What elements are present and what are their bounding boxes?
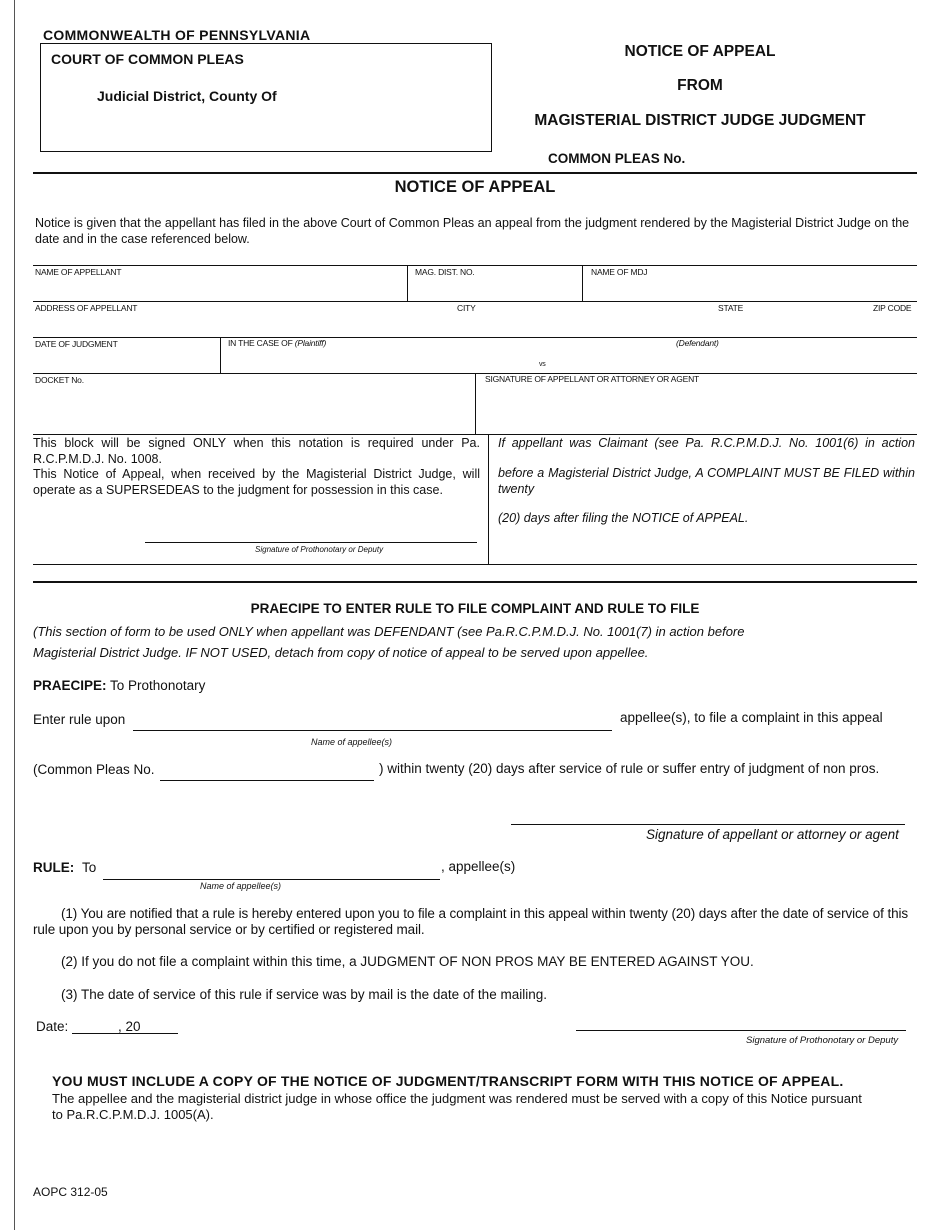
grid-line-2 [33, 301, 917, 302]
block-divider [488, 434, 489, 564]
in-the-case-of-label [228, 338, 326, 348]
enter-rule-label: Enter rule upon [33, 712, 126, 727]
block-bottom-line-1 [33, 564, 917, 565]
rule-signature-line[interactable] [576, 1030, 906, 1031]
must-include-notice: YOU MUST INCLUDE A COPY OF THE NOTICE OF JUDGMENT/TRANSCRIPT FORM WITH THIS NOTICE OF APPEAL. [52, 1073, 844, 1089]
rule-signature-caption: Signature of Prothonotary or Deputy [746, 1035, 899, 1046]
form-number: AOPC 312-05 [33, 1185, 108, 1199]
title-mdj-judgment: MAGISTERIAL DISTRICT JUDGE JUDGMENT [534, 112, 866, 129]
praecipe-line [33, 678, 205, 693]
praecipe-note-2: Magisterial District Judge. IF NOT USED, detach from copy of notice of appeal to be served upon appellee. [33, 645, 649, 660]
defendant-field[interactable] [560, 350, 915, 370]
enter-rule-appellee-line[interactable] [133, 730, 612, 731]
grid-line-1 [33, 265, 917, 266]
signature-appellant-field[interactable] [480, 388, 915, 430]
state-label: STATE [718, 303, 744, 313]
docket-no-label: DOCKET No. [35, 375, 84, 385]
enter-rule-name-caption: Name of appellee(s) [311, 737, 393, 747]
rule-name-caption: Name of appellee(s) [200, 881, 282, 891]
rule-line [33, 860, 96, 875]
left-edge-line [14, 0, 15, 1230]
grid-divider [220, 337, 221, 373]
date-of-judgment-label: DATE OF JUDGMENT [35, 339, 118, 349]
praecipe-title: PRAECIPE TO ENTER RULE TO FILE COMPLAINT AND RULE TO FILE [250, 601, 700, 616]
block-bottom-line-2 [33, 581, 917, 583]
city-label: CITY [457, 303, 476, 313]
grid-line-5 [33, 434, 917, 435]
rule-appellee-line[interactable] [103, 879, 440, 880]
common-pleas-no-text: (Common Pleas No. [33, 762, 155, 777]
grid-divider [407, 265, 408, 301]
date-year-text: , 20 [118, 1019, 141, 1034]
name-of-appellant-field[interactable] [35, 278, 405, 298]
praecipe-signature-line[interactable] [511, 824, 905, 825]
prothonotary-signature-caption: Signature of Prothonotary or Deputy [255, 545, 384, 554]
grid-line-3 [33, 337, 917, 338]
rule-item-3: (3) The date of service of this rule if service was by mail is the date of the mailing. [61, 987, 547, 1002]
court-label: COURT OF COMMON PLEAS [51, 51, 244, 67]
praecipe-label: PRAECIPE: [33, 678, 107, 693]
date-label: Date: [36, 1019, 69, 1034]
name-of-mdj-field[interactable] [585, 278, 915, 298]
notice-title: NOTICE OF APPEAL [394, 178, 556, 196]
block-right-text-2: before a Magisterial District Judge, A COMPLAINT MUST BE FILED within twenty [498, 466, 915, 496]
within-twenty-days-text: ) within twenty (20) days after service of rule or suffer entry of judgment of non pros. [379, 761, 880, 776]
docket-no-field[interactable] [35, 388, 472, 430]
block-left-text: This block will be signed ONLY when this notation is required under Pa. R.C.P.M.D.J. No. 1008. [33, 436, 480, 466]
prothonotary-signature-line[interactable] [145, 542, 477, 543]
name-of-appellant-label: NAME OF APPELLANT [35, 267, 122, 277]
mag-dist-no-field[interactable] [410, 278, 580, 298]
plaintiff-field[interactable] [224, 350, 524, 370]
vs-label: vs [539, 361, 546, 368]
address-label: ADDRESS OF APPELLANT [35, 303, 138, 313]
praecipe-signature-caption: Signature of appellant or attorney or agent [646, 827, 899, 842]
title-notice-of-appeal: NOTICE OF APPEAL [624, 43, 776, 60]
header-divider [33, 172, 917, 174]
name-of-mdj-label: NAME OF MDJ [591, 267, 648, 277]
defendant-label: (Defendant) [676, 338, 719, 348]
common-pleas-no-label: COMMON PLEAS No. [548, 151, 686, 166]
praecipe-to: To Prothonotary [110, 678, 206, 693]
date-of-judgment-field[interactable] [35, 350, 217, 370]
title-from: FROM [677, 77, 723, 94]
block-left-text-2: This Notice of Appeal, when received by the Magisterial District Judge, will operate as a SUPERSEDEAS to the judgment for possession in this case. [33, 467, 480, 497]
rule-label: RULE: [33, 860, 75, 875]
in-the-case-of-text: IN THE CASE OF [228, 338, 293, 348]
plaintiff-label: (Plaintiff) [294, 338, 327, 348]
grid-divider [475, 373, 476, 435]
notice-intro: Notice is given that the appellant has filed in the above Court of Common Pleas an appeal from the judgment rendered by the Magisterial District Judge on the date and in the case referenced below. [35, 216, 910, 246]
rule-item-2: (2) If you do not file a complaint within this time, a JUDGMENT OF NON PROS MAY BE ENTERED AGAINST YOU. [61, 954, 754, 969]
address-field[interactable] [35, 314, 915, 334]
block-right-text-3: (20) days after filing the NOTICE of APPEAL. [498, 511, 749, 525]
zip-code-label: ZIP CODE [873, 303, 912, 313]
appellees-file-text: appellee(s), to file a complaint in this appeal [620, 710, 883, 725]
signature-appellant-label: SIGNATURE OF APPELLANT OR ATTORNEY OR AGENT [485, 374, 700, 384]
commonwealth-heading: COMMONWEALTH OF PENNSYLVANIA [43, 27, 311, 43]
mag-dist-no-label: MAG. DIST. NO. [415, 267, 475, 277]
rule-to: To [82, 860, 97, 875]
praecipe-note-1: (This section of form to be used ONLY when appellant was DEFENDANT (see Pa.R.C.P.M.D.J. No. 1001(7) in action before [33, 624, 745, 639]
block-right-text-1: If appellant was Claimant (see Pa. R.C.P.M.D.J. No. 1001(6) in action [498, 436, 915, 450]
common-pleas-no-line[interactable] [160, 780, 374, 781]
service-notice: The appellee and the magisterial district judge in whose office the judgment was rendered must be served with a copy of this Notice pursuant to Pa.R.C.P.M.D.J. 1005(A). [52, 1091, 862, 1122]
district-label: Judicial District, County Of [97, 88, 277, 104]
rule-item-1: (1) You are notified that a rule is hereby entered upon you to file a complaint in this appeal within twenty (20) days after the date of service of this rule upon you by personal service or by certified or registered mail. [33, 906, 909, 937]
rule-appellees-text: , appellee(s) [441, 859, 516, 874]
grid-divider [582, 265, 583, 301]
